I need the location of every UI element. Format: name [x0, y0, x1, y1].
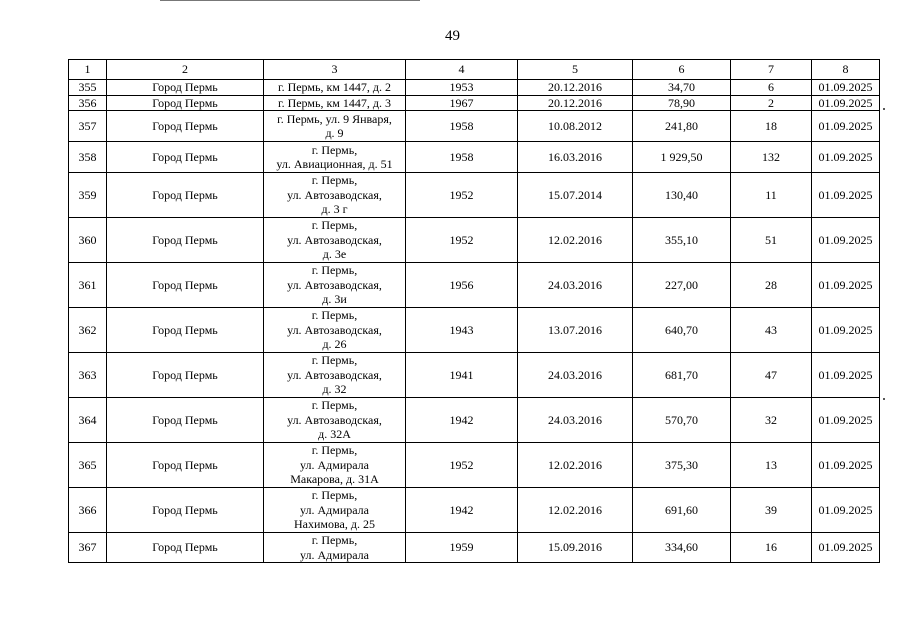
date-cell: 15.07.2014	[518, 173, 633, 218]
locality-cell: Город Пермь	[107, 218, 264, 263]
deadline-cell: 01.09.2025	[812, 398, 880, 443]
address-line: Макарова, д. 31А	[290, 472, 379, 487]
address-line: г. Пермь,	[311, 398, 358, 413]
year-built-cell: 1959	[406, 533, 518, 563]
year-built-cell: 1941	[406, 353, 518, 398]
address-line: г. Пермь,	[311, 308, 358, 323]
scan-edge-line	[160, 0, 420, 1]
count-cell: 32	[731, 398, 812, 443]
locality-cell: Город Пермь	[107, 398, 264, 443]
address-line: ул. Автозаводская,	[287, 277, 382, 292]
scan-speck	[883, 108, 885, 110]
address-cell	[264, 533, 406, 563]
address-line: д. 32	[322, 382, 347, 397]
deadline-cell: 01.09.2025	[812, 218, 880, 263]
row-number-cell: 360	[69, 218, 107, 263]
address-cell	[264, 263, 406, 308]
scan-speck	[883, 398, 885, 400]
locality-cell: Город Пермь	[107, 488, 264, 533]
locality-cell: Город Пермь	[107, 173, 264, 218]
year-built-cell: 1956	[406, 263, 518, 308]
address-line: ул. Адмирала	[300, 547, 369, 562]
area-cell: 334,60	[633, 533, 731, 563]
table-row	[69, 308, 880, 353]
address-line: д. 3 г	[321, 202, 348, 217]
row-number-cell: 367	[69, 533, 107, 563]
area-cell: 78,90	[633, 95, 731, 111]
locality-cell: Город Пермь	[107, 80, 264, 96]
locality-cell: Город Пермь	[107, 533, 264, 563]
row-number-cell: 358	[69, 142, 107, 173]
deadline-cell: 01.09.2025	[812, 95, 880, 111]
count-cell: 43	[731, 308, 812, 353]
address-line: г. Пермь,	[311, 443, 358, 458]
count-cell: 51	[731, 218, 812, 263]
column-number-header: 7	[731, 60, 812, 80]
address-line: г. Пермь,	[311, 263, 358, 278]
count-cell: 47	[731, 353, 812, 398]
area-cell: 375,30	[633, 443, 731, 488]
row-number-cell: 356	[69, 95, 107, 111]
area-cell: 227,00	[633, 263, 731, 308]
area-cell: 355,10	[633, 218, 731, 263]
date-cell: 12.02.2016	[518, 218, 633, 263]
count-cell: 2	[731, 95, 812, 111]
year-built-cell: 1943	[406, 308, 518, 353]
column-number-header: 4	[406, 60, 518, 80]
deadline-cell: 01.09.2025	[812, 533, 880, 563]
area-cell: 640,70	[633, 308, 731, 353]
address-cell	[264, 488, 406, 533]
deadline-cell: 01.09.2025	[812, 80, 880, 96]
address-line: г. Пермь,	[311, 142, 358, 157]
address-cell	[264, 443, 406, 488]
address-cell	[264, 111, 406, 142]
count-cell: 6	[731, 80, 812, 96]
row-number-cell: 364	[69, 398, 107, 443]
locality-cell: Город Пермь	[107, 308, 264, 353]
count-cell: 11	[731, 173, 812, 218]
building-registry-table	[68, 59, 880, 563]
date-cell: 15.09.2016	[518, 533, 633, 563]
row-number-cell: 357	[69, 111, 107, 142]
locality-cell: Город Пермь	[107, 95, 264, 111]
area-cell: 241,80	[633, 111, 731, 142]
date-cell: 24.03.2016	[518, 398, 633, 443]
year-built-cell: 1952	[406, 443, 518, 488]
deadline-cell: 01.09.2025	[812, 488, 880, 533]
deadline-cell: 01.09.2025	[812, 111, 880, 142]
address-line: г. Пермь,	[311, 533, 358, 547]
column-number-header: 2	[107, 60, 264, 80]
address-line: д. 3и	[322, 292, 347, 307]
count-cell: 28	[731, 263, 812, 308]
year-built-cell: 1952	[406, 173, 518, 218]
column-number-header: 6	[633, 60, 731, 80]
count-cell: 132	[731, 142, 812, 173]
date-cell: 10.08.2012	[518, 111, 633, 142]
locality-cell: Город Пермь	[107, 111, 264, 142]
row-number-cell: 359	[69, 173, 107, 218]
date-cell: 16.03.2016	[518, 142, 633, 173]
count-cell: 16	[731, 533, 812, 563]
deadline-cell: 01.09.2025	[812, 142, 880, 173]
address-line: ул. Автозаводская,	[287, 322, 382, 337]
locality-cell: Город Пермь	[107, 353, 264, 398]
address-line: ул. Адмирала	[300, 502, 369, 517]
row-number-cell: 365	[69, 443, 107, 488]
table-row	[69, 173, 880, 218]
address-line: ул. Автозаводская,	[287, 232, 382, 247]
address-line: д. 3е	[322, 247, 347, 262]
address-line: д. 32А	[318, 427, 351, 442]
column-number-header: 3	[264, 60, 406, 80]
table-row	[69, 111, 880, 142]
address-cell	[264, 142, 406, 173]
year-built-cell: 1952	[406, 218, 518, 263]
address-line: г. Пермь, км 1447, д. 3	[278, 95, 391, 110]
table-row	[69, 443, 880, 488]
area-cell: 34,70	[633, 80, 731, 96]
row-number-cell: 355	[69, 80, 107, 96]
address-line: ул. Автозаводская,	[287, 412, 382, 427]
address-cell	[264, 308, 406, 353]
area-cell: 691,60	[633, 488, 731, 533]
locality-cell: Город Пермь	[107, 443, 264, 488]
deadline-cell: 01.09.2025	[812, 173, 880, 218]
date-cell: 13.07.2016	[518, 308, 633, 353]
address-cell	[264, 80, 406, 96]
table-row	[69, 218, 880, 263]
table-row	[69, 398, 880, 443]
year-built-cell: 1953	[406, 80, 518, 96]
deadline-cell: 01.09.2025	[812, 263, 880, 308]
row-number-cell: 361	[69, 263, 107, 308]
year-built-cell: 1958	[406, 111, 518, 142]
table-row	[69, 353, 880, 398]
address-cell	[264, 398, 406, 443]
row-number-cell: 363	[69, 353, 107, 398]
year-built-cell: 1958	[406, 142, 518, 173]
table-row	[69, 95, 880, 111]
deadline-cell: 01.09.2025	[812, 443, 880, 488]
address-line: ул. Автозаводская,	[287, 367, 382, 382]
address-line: Нахимова, д. 25	[294, 517, 375, 532]
area-cell: 1 929,50	[633, 142, 731, 173]
table-row	[69, 80, 880, 96]
address-line: г. Пермь, ул. 9 Января,	[277, 111, 392, 126]
address-cell	[264, 95, 406, 111]
date-cell: 20.12.2016	[518, 95, 633, 111]
column-number-header: 1	[69, 60, 107, 80]
address-cell	[264, 218, 406, 263]
page-number: 49	[445, 28, 460, 44]
count-cell: 39	[731, 488, 812, 533]
address-line: ул. Авиационная, д. 51	[276, 157, 393, 171]
table-row	[69, 142, 880, 173]
column-number-header: 8	[812, 60, 880, 80]
locality-cell: Город Пермь	[107, 142, 264, 173]
table-row	[69, 263, 880, 308]
locality-cell: Город Пермь	[107, 263, 264, 308]
deadline-cell: 01.09.2025	[812, 353, 880, 398]
count-cell: 13	[731, 443, 812, 488]
column-number-header: 5	[518, 60, 633, 80]
address-line: г. Пермь,	[311, 218, 358, 233]
address-line: г. Пермь, км 1447, д. 2	[278, 80, 391, 94]
date-cell: 20.12.2016	[518, 80, 633, 96]
date-cell: 12.02.2016	[518, 488, 633, 533]
address-line: г. Пермь,	[311, 488, 358, 503]
count-cell: 18	[731, 111, 812, 142]
date-cell: 24.03.2016	[518, 353, 633, 398]
table-body	[69, 60, 880, 563]
date-cell: 24.03.2016	[518, 263, 633, 308]
row-number-cell: 362	[69, 308, 107, 353]
address-cell	[264, 353, 406, 398]
area-cell: 570,70	[633, 398, 731, 443]
table-row	[69, 533, 880, 563]
address-cell	[264, 173, 406, 218]
deadline-cell: 01.09.2025	[812, 308, 880, 353]
address-line: г. Пермь,	[311, 173, 358, 188]
year-built-cell: 1967	[406, 95, 518, 111]
area-cell: 681,70	[633, 353, 731, 398]
date-cell: 12.02.2016	[518, 443, 633, 488]
table-header-row	[69, 60, 880, 80]
year-built-cell: 1942	[406, 398, 518, 443]
year-built-cell: 1942	[406, 488, 518, 533]
address-line: ул. Адмирала	[300, 457, 369, 472]
table-row	[69, 488, 880, 533]
row-number-cell: 366	[69, 488, 107, 533]
address-line: г. Пермь,	[311, 353, 358, 368]
area-cell: 130,40	[633, 173, 731, 218]
address-line: д. 26	[322, 337, 347, 352]
address-line: д. 9	[325, 126, 344, 140]
address-line: ул. Автозаводская,	[287, 187, 382, 202]
